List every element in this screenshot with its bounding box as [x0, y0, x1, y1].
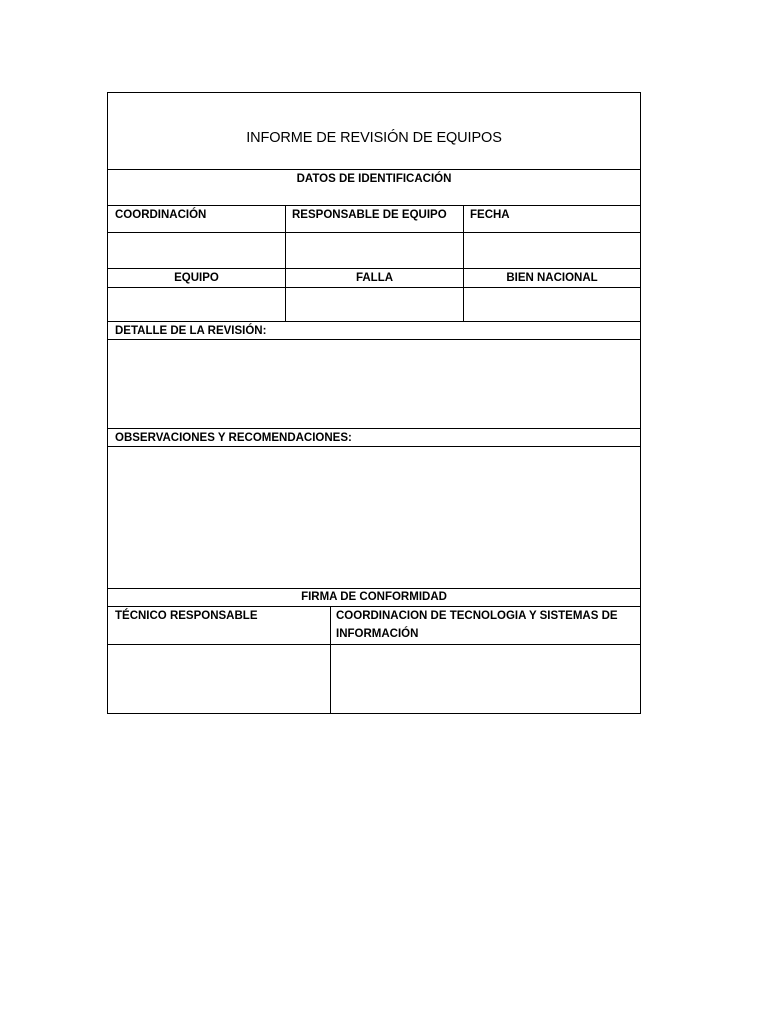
technician-signature-field[interactable] — [108, 645, 330, 713]
fault-label: FALLA — [355, 272, 394, 284]
equipment-label: EQUIPO — [174, 272, 219, 284]
it-coordination-signature-field[interactable] — [331, 645, 640, 713]
coordination-field[interactable] — [108, 233, 285, 268]
it-coordination-label: COORDINACION DE TECNOLOGIA Y SISTEMAS DE INFORMACIÓN — [336, 610, 618, 640]
national-asset-field[interactable] — [464, 288, 640, 321]
technician-label: TÉCNICO RESPONSABLE — [115, 610, 258, 622]
equipment-responsible-field[interactable] — [286, 233, 463, 268]
equipment-field[interactable] — [108, 288, 285, 321]
observations-field[interactable] — [108, 447, 640, 588]
identification-header: DATOS DE IDENTIFICACIÓN — [296, 173, 452, 185]
page-title: INFORME DE REVISIÓN DE EQUIPOS — [246, 130, 502, 146]
signature-header: FIRMA DE CONFORMIDAD — [301, 591, 447, 603]
revision-detail-label: DETALLE DE LA REVISIÓN: — [115, 325, 267, 337]
equipment-responsible-label: RESPONSABLE DE EQUIPO — [292, 209, 447, 221]
date-field[interactable] — [464, 233, 640, 268]
revision-detail-field[interactable] — [108, 340, 640, 428]
observations-label: OBSERVACIONES Y RECOMENDACIONES: — [115, 432, 352, 444]
revision-form — [107, 92, 641, 714]
coordination-label: COORDINACIÓN — [115, 209, 207, 221]
national-asset-label: BIEN NACIONAL — [506, 272, 598, 284]
date-label: FECHA — [470, 209, 510, 221]
fault-field[interactable] — [286, 288, 463, 321]
